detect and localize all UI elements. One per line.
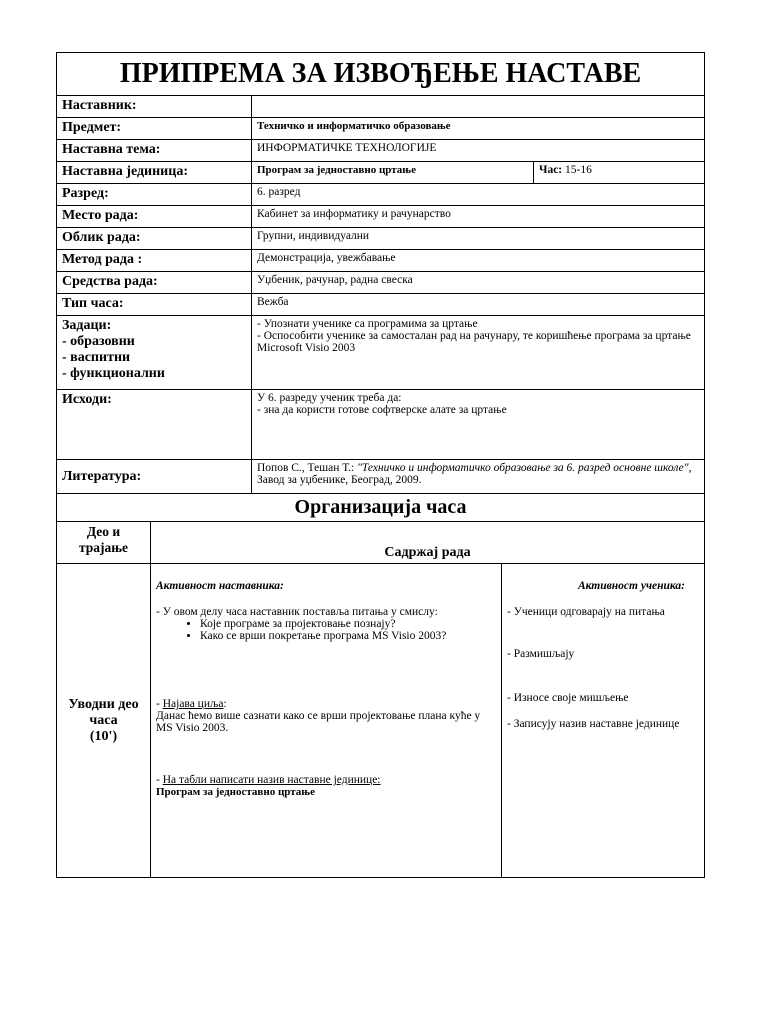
- student-activity-heading: Активност ученика:: [577, 580, 685, 592]
- tasks-label-line: Задаци:: [62, 318, 112, 333]
- class-label: Час:: [539, 164, 563, 176]
- intro-part-label: часа: [89, 712, 118, 728]
- tasks-label-line: - васпитни: [62, 350, 131, 365]
- place-label: Место рада:: [57, 206, 252, 228]
- question-item: • Како се врши покретање програма MS Visio 2003?: [200, 630, 496, 642]
- grade-label: Разред:: [57, 184, 252, 206]
- goal-line: [156, 698, 496, 710]
- outcome-line: - зна да користи готове софтверске алате за цртање: [257, 404, 507, 416]
- topic-label: Наставна тема:: [57, 140, 252, 162]
- class-value: 15-16: [565, 164, 592, 176]
- student-activity-item: - Размишљају: [507, 648, 575, 660]
- literature-value: [252, 460, 705, 494]
- task-line: - Упознати ученике са програмима за цртање: [257, 318, 478, 330]
- teacher-value: [252, 96, 705, 118]
- place-value: Кабинет за информатику и рачунарство: [252, 206, 705, 228]
- intro-part-duration: (10'): [89, 728, 118, 744]
- student-activity-item: - Записују назив наставне јединице: [507, 718, 680, 730]
- outcomes-label: Исходи:: [57, 390, 252, 460]
- lesson-plan-document: [56, 52, 704, 878]
- goal-text: Данас ћемо више сазнати како се врши пројектовање плана куће у MS Visio 2003.: [156, 710, 481, 734]
- grade-value: 6. разред: [252, 184, 705, 206]
- literature-publisher: , Завод за уџбенике, Београд, 2009.: [257, 462, 692, 486]
- student-activity-cell: [502, 564, 705, 878]
- document-title: ПРИПРЕМА ЗА ИЗВОЂЕЊЕ НАСТАВЕ: [57, 53, 705, 96]
- literature-label: Литература:: [57, 460, 252, 494]
- lesson-info-table: [56, 52, 705, 494]
- tasks-label-line: - образовни: [62, 334, 135, 349]
- goal-label: Најава циља: [162, 698, 224, 710]
- method-label: Метод рада :: [57, 250, 252, 272]
- goal-prefix: -: [156, 698, 163, 710]
- tasks-label-line: - функционални: [62, 366, 165, 381]
- literature-author: Попов С., Тешан Т.:: [257, 462, 358, 474]
- teacher-activity-cell: [151, 564, 502, 878]
- question-list: [156, 618, 496, 642]
- outcomes-value: [252, 390, 705, 460]
- organization-title: Организација часа: [57, 494, 705, 522]
- form-value: Групни, индивидуални: [252, 228, 705, 250]
- intro-part-cell: [57, 564, 151, 878]
- teacher-intro-text: - У овом делу часа наставник поставља питања у смислу:: [156, 606, 438, 618]
- tasks-value: [252, 316, 705, 390]
- board-label: На табли написати назив наставне јединице:: [162, 774, 381, 786]
- board-line: [156, 774, 496, 786]
- subject-value: Техничко и информатичко образовање: [252, 118, 705, 140]
- student-activity-item: - Износе своје мишљење: [507, 692, 629, 704]
- method-value: Демонстрација, увежбавање: [252, 250, 705, 272]
- type-label: Тип часа:: [57, 294, 252, 316]
- board-value: Програм за једноставно цртање: [156, 786, 315, 798]
- teacher-activity-heading: Активност наставника:: [156, 580, 284, 592]
- tasks-label: [57, 316, 252, 390]
- part-duration-header: Део и трајање: [57, 522, 151, 564]
- content-header: Садржај рада: [151, 522, 705, 564]
- student-activity-item: - Ученици одговарају на питања: [507, 606, 665, 618]
- organization-table: [56, 493, 705, 878]
- task-line: - Оспособити ученике за самосталан рад на рачунару, те коришћење програма за цртање Microsoft Visio 2003: [257, 330, 691, 354]
- class-cell: [534, 162, 705, 184]
- topic-value: ИНФОРМАТИЧКЕ ТЕХНОЛОГИЈЕ: [252, 140, 705, 162]
- intro-part-label: Уводни део: [68, 696, 139, 712]
- outcome-line: У 6. разреду ученик треба да:: [257, 392, 402, 404]
- form-label: Облик рада:: [57, 228, 252, 250]
- type-value: Вежба: [252, 294, 705, 316]
- unit-label: Наставна јединица:: [57, 162, 252, 184]
- literature-title: "Техничко и информатичко образовање за 6. разред основне школе": [357, 462, 689, 474]
- question-item: • Које програме за пројектовање познају?: [200, 618, 496, 630]
- teacher-label: Наставник:: [57, 96, 252, 118]
- means-value: Уџбеник, рачунар, радна свеска: [252, 272, 705, 294]
- subject-label: Предмет:: [57, 118, 252, 140]
- goal-colon: :: [223, 698, 227, 710]
- unit-value: Програм за једноставно цртање: [252, 162, 534, 184]
- means-label: Средства рада:: [57, 272, 252, 294]
- board-prefix: -: [156, 774, 163, 786]
